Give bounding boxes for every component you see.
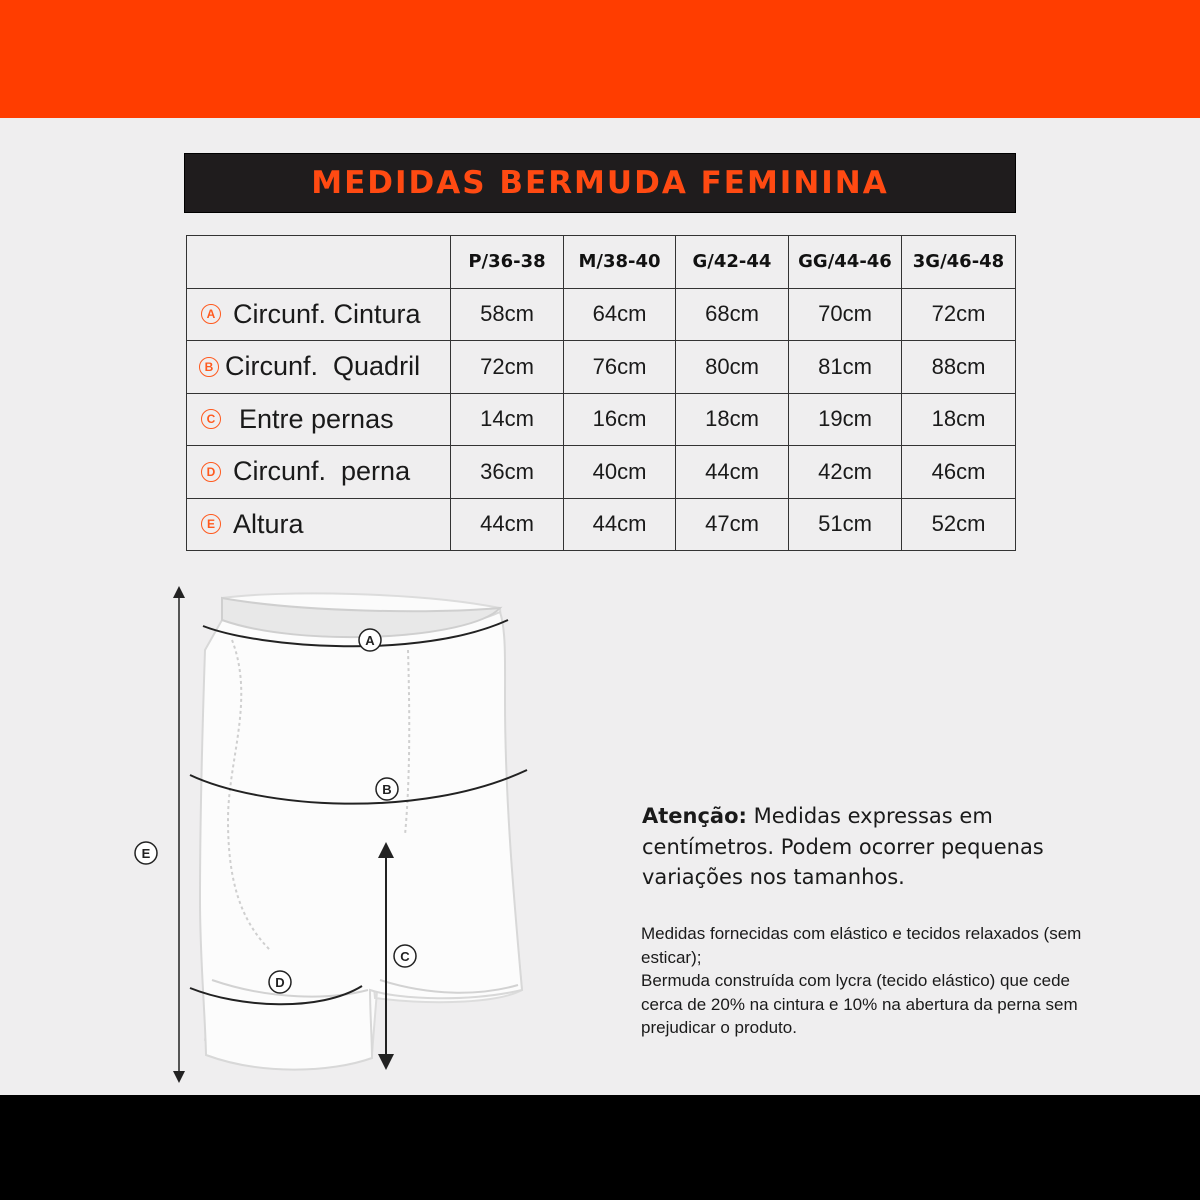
measure-label-cell — [187, 341, 451, 394]
table-row — [187, 393, 1016, 446]
measure-value: 81cm — [789, 341, 902, 394]
measure-value: 80cm — [676, 341, 789, 394]
letter-e-badge: E — [201, 514, 221, 534]
marker-c — [394, 945, 416, 967]
table-corner-cell — [187, 236, 451, 289]
marker-d — [269, 971, 291, 993]
measure-value: 51cm — [789, 498, 902, 551]
marker-b — [376, 778, 398, 800]
size-table — [186, 235, 1016, 551]
measure-value: 72cm — [902, 288, 1016, 341]
measure-value: 76cm — [564, 341, 676, 394]
marker-a — [359, 629, 381, 651]
table-row — [187, 498, 1016, 551]
measure-label-cell — [187, 498, 451, 551]
table-row — [187, 446, 1016, 499]
measure-value: 64cm — [564, 288, 676, 341]
table-header-row — [187, 236, 1016, 289]
svg-text:A: A — [365, 633, 375, 648]
measure-label: Altura — [233, 508, 304, 539]
measure-label-cell — [187, 393, 451, 446]
measure-value: 16cm — [564, 393, 676, 446]
measure-label: Entre pernas — [239, 403, 394, 434]
marker-e — [135, 842, 157, 864]
measure-label: Circunf. Cintura — [233, 298, 421, 329]
svg-text:B: B — [382, 782, 392, 797]
svg-text:D: D — [275, 975, 285, 990]
measure-value: 52cm — [902, 498, 1016, 551]
svg-text:C: C — [400, 949, 410, 964]
size-header: GG/44-46 — [789, 236, 902, 289]
measure-value: 58cm — [451, 288, 564, 341]
shorts-diagram — [0, 560, 600, 1090]
bottom-footer-bar — [0, 1095, 1200, 1200]
table-row — [187, 341, 1016, 394]
attention-text: Medidas expressas em centímetros. Podem ocorrer pequenas variações nos tamanhos. — [642, 804, 1044, 889]
measure-value: 72cm — [451, 341, 564, 394]
measure-label-cell — [187, 288, 451, 341]
measure-value: 46cm — [902, 446, 1016, 499]
measure-value: 19cm — [789, 393, 902, 446]
table-row — [187, 288, 1016, 341]
size-header: P/36-38 — [451, 236, 564, 289]
measure-value: 44cm — [564, 498, 676, 551]
measure-value: 47cm — [676, 498, 789, 551]
measure-value: 42cm — [789, 446, 902, 499]
measure-value: 68cm — [676, 288, 789, 341]
letter-d-badge: D — [201, 462, 221, 482]
size-header: 3G/46-48 — [902, 236, 1016, 289]
top-accent-bar — [0, 0, 1200, 118]
page-title: MEDIDAS BERMUDA FEMININA — [311, 165, 889, 201]
attention-note — [642, 801, 1102, 893]
measure-value: 36cm — [451, 446, 564, 499]
measure-label: Circunf. Quadril — [225, 351, 421, 382]
measure-value: 70cm — [789, 288, 902, 341]
fine-print: Medidas fornecidas com elástico e tecidos relaxados (sem esticar); Bermuda construída com lycra (tecido elástico) que cede cerca de 20% na cintura e 10% na abertura da perna sem prejudicar o produto. — [641, 924, 1082, 1037]
size-header: G/42-44 — [676, 236, 789, 289]
size-header: M/38-40 — [564, 236, 676, 289]
attention-label: Atenção: — [642, 804, 747, 828]
measure-value: 14cm — [451, 393, 564, 446]
measure-value: 88cm — [902, 341, 1016, 394]
measure-value: 40cm — [564, 446, 676, 499]
letter-a-badge: A — [201, 304, 221, 324]
measure-value: 18cm — [902, 393, 1016, 446]
letter-c-badge: C — [201, 409, 221, 429]
measure-value: 18cm — [676, 393, 789, 446]
shorts-illustration — [200, 593, 522, 1069]
measure-value: 44cm — [676, 446, 789, 499]
measure-value: 44cm — [451, 498, 564, 551]
svg-text:E: E — [141, 846, 151, 861]
measure-label: Circunf. perna — [233, 456, 411, 487]
title-banner — [184, 153, 1016, 213]
measure-label-cell — [187, 446, 451, 499]
letter-b-badge: B — [199, 357, 219, 377]
